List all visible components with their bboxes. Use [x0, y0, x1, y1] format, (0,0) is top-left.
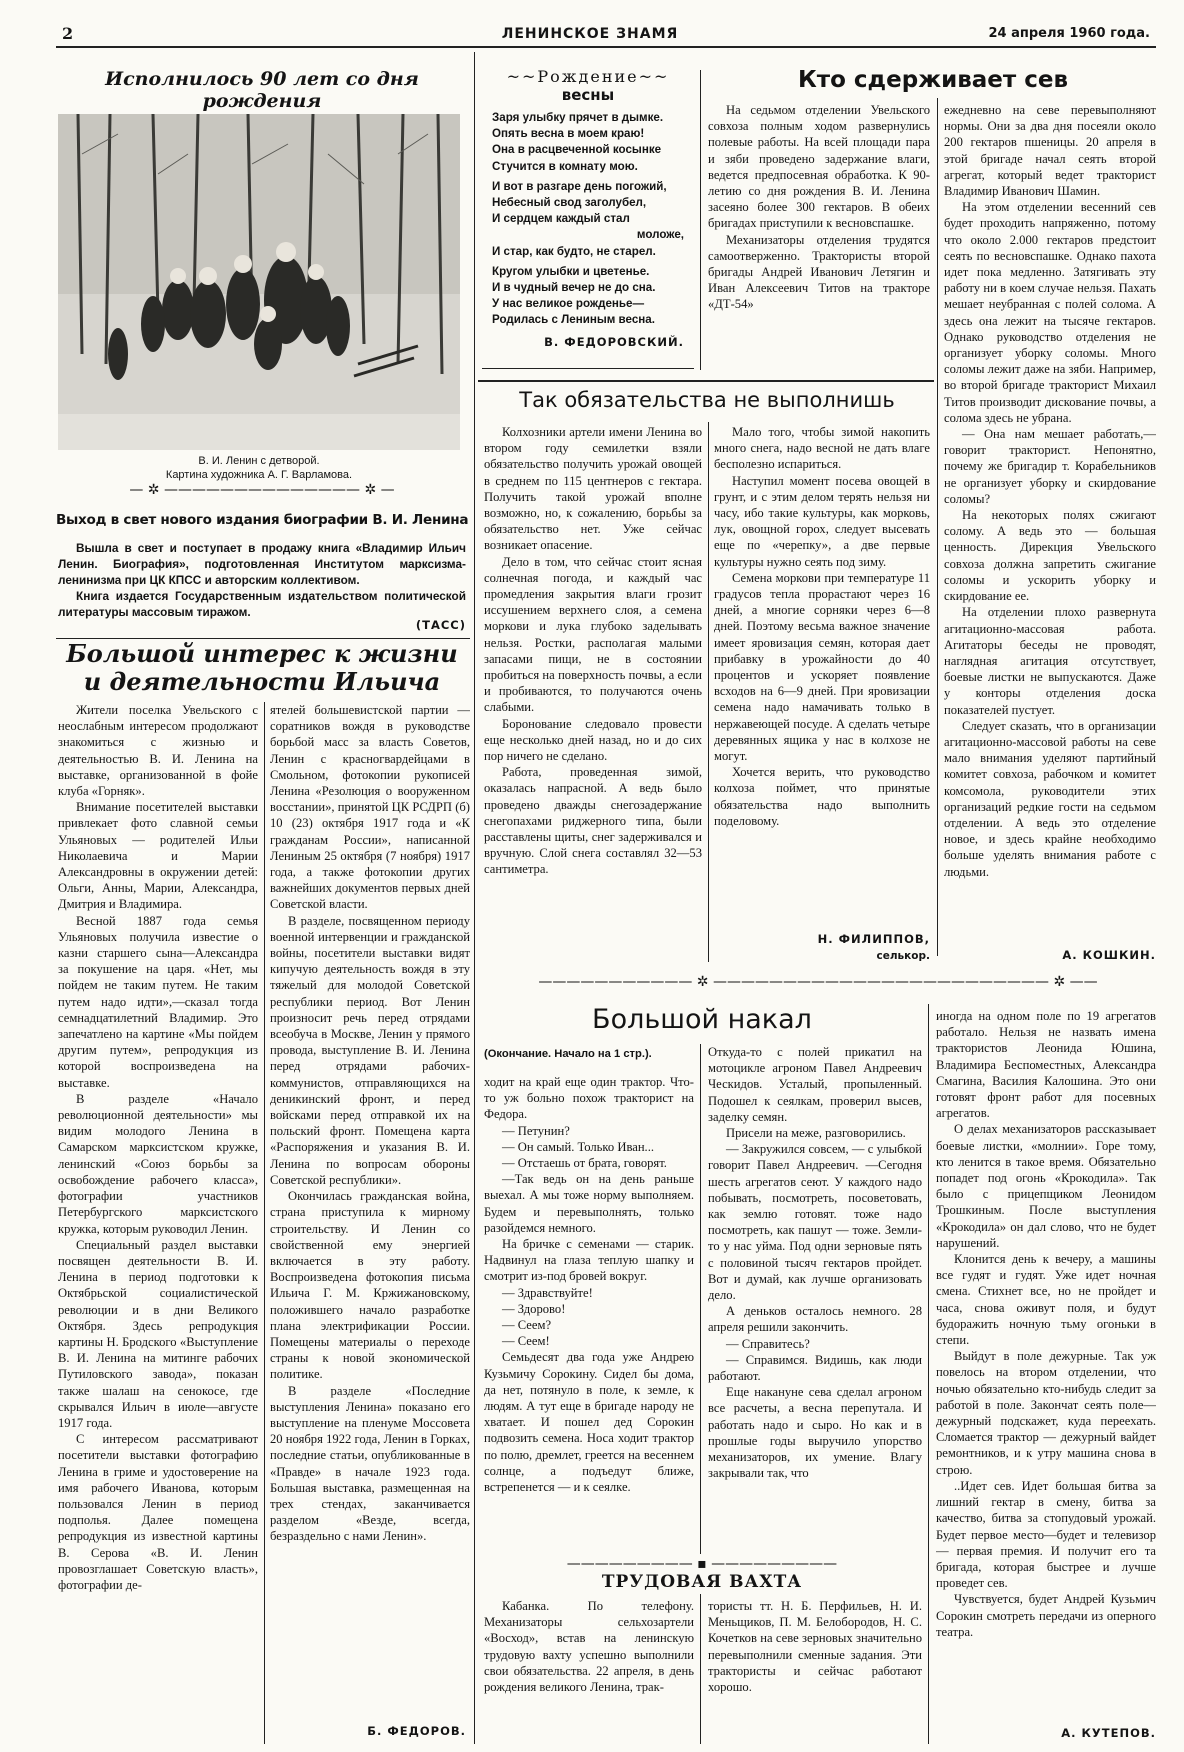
obyaz-col2	[714, 424, 930, 924]
sev-p4: На этом отделении весенний сев будет проходить напряженно, потому что около 2.000 гектаров предстоит сеять по весновспашке. Однако пахота идет пока медленно. Затягивать эту работу ни в коем случае нельзя. Пахать мешает неубранная с полей солома. А здесь она лежит на тысяче гектаров. Однако руководство отделения не организует уборку соломы. Много соломы лежит даже на зяби. Например, во второй бригаде тракторист Михаил Титов производит дискование почвы, а солома здесь не убрана.	[944, 200, 1156, 425]
poem-line: Она в расцвеченной косынке	[492, 143, 662, 157]
nakal-p2: — Петунин?	[502, 1123, 570, 1138]
poem-line: моложе,	[636, 228, 684, 242]
painting-caption-line1: В. И. Ленин с детворой.	[198, 455, 320, 467]
obyaz-p8: Хочется верить, что руководство колхоза поймет, что принятые обязательства надо выполнить поделовому.	[714, 765, 930, 828]
painting-lenin-with-children	[58, 114, 460, 450]
nakal-p21: Клонится день к вечеру, а машины все гудят и гудят. Уже идет ночная смена. Стихнет все, но не пройдет и часа, снова оживут поля, и будут будоражить ночную тьму огоньки в степи.	[936, 1252, 1156, 1348]
interest-p8: В разделе, посвященном периоду военной интервенции и гражданской войны, посетители выставки видят кипучую деятельность вождя в эту тяжелый для молодой Советской республики период. Вот Ленин произносит речь перед отрядами всеобуча в Москве, Ленин у прямого провода, выступление В. И. Ленина перед отрядами рабочих-коммунистов, отправляющихся на деникинский фронт, и перед войсками перед отправкой их на польский фронт. Помещена карта «Распоряжения и указания В. И. Ленина по вопросам обороны Советской республики».	[270, 913, 470, 1187]
interest-p5: Специальный раздел выставки посвящен деятельности В. И. Ленина в период подготовки к Октябрьской социалистической революции и в дни Великого Октября. Здесь репродукция картины Н. Бродского «Выступление В. И. Ленина на митинге рабочих Путиловского завода», показан также шалаш на сенокосе, где скрывался Ильич в июле—августе 1917 года.	[58, 1237, 258, 1430]
poem-line: Заря улыбку прячет в дымке.	[492, 111, 664, 124]
interest-p3: Весной 1887 года семья Ульяновых получила известие о казни старшего сына—Александра за покушение на царя. «Нет, мы пойдем не таким путем. Не таким путем надо идти»,—сказал тогда семнадцатилетний Владимир. Это запечатлено на картине «Мы пойдем другим путем», репродукция из которой воспроизведена на выставке.	[58, 913, 258, 1090]
poem-line: Кругом улыбки и цветенье.	[492, 264, 650, 278]
nakal-p7: — Здравствуйте!	[502, 1285, 593, 1300]
separator-nakal-2	[928, 1004, 929, 1744]
nakal-divider: ——————————— ✲ ———————————————————————— ✲ ——	[538, 974, 1098, 990]
biography-title: Выход в свет нового издания биографии В. И. Ленина	[56, 512, 468, 528]
nakal-p14: — Закружился совсем, — с улыбкой говорит Павел Андреевич. —Сегодня шесть агрегатов сеют. У каждого надо побывать, посмотреть, посоветовать, как землю готовят. тоже надо посмотреть, как пашут — тоже. Земли-то у нас уйма. Под одни зерновые пять с половиной тысяч гектаров пройдет. Вот и думай, как лучше организовать дело.	[708, 1142, 922, 1303]
biography-p2: Книга издается Государственным издательством политической литературы массовым тиражом.	[58, 589, 466, 619]
separator-sev	[937, 98, 938, 956]
poem-line: Опять весна в моем краю!	[492, 127, 645, 141]
painting-caption-line2: Картина художника А. Г. Варламова.	[165, 469, 353, 481]
nakal-p19: иногда на одном поле по 19 агрегатов работало. Нельзя не назвать имена трактористов Леонида Юшина, Владимира Беспоместных, Александра Смагина, Василия Калошина. Это они готовят фронт работ для посевных агрегатов.	[936, 1009, 1156, 1121]
nakal-col3	[936, 1008, 1156, 1722]
sev-p5: — Она нам мешает работать,—говорит тракторист. Непонятно, почему же бригадир т. Корабельников не организует уборку и скирдование соломы?	[944, 427, 1156, 506]
interest-p10: В разделе «Последние выступления Ленина» показано его выступление на пленуме Моссовета 20 ноября 1922 года, Ленин в Горках, последние статьи, опубликованные в «Правде» в начале 1923 года. Большая выставка, размещенная на трех стендах, заканчивается разделом «Везде, всегда, безраздельно с нами Ленин».	[270, 1383, 470, 1544]
interest-title	[56, 640, 468, 696]
painting-image	[58, 114, 460, 450]
nakal-p20: О делах механизаторов рассказывает боевые листки, «молнии». Горе тому, кто ленится в такое время. Обязательно попадет под огонь «Крокодила». Так было с прицепщиком Леонидом Трошкиным. После выступления «Крокодила» он дал слово, что не будет нарушений.	[936, 1122, 1156, 1250]
sev-col1	[708, 102, 930, 374]
nakal-signature: А. КУТЕПОВ.	[1061, 1726, 1156, 1740]
sev-p8: Следует сказать, что в организации агитационно-массовой работы на севе мало внимания уделяют партийный комитет совхоза, рабочком и комитет комсомола, руководители этих организаций редкие гости на седьмом отделении. А ведь это отделение новое, и здесь крайне необходимо больше уделять внимания работе с людьми.	[944, 718, 1156, 879]
separator-poem	[700, 70, 701, 370]
nakal-p4: — Отстаешь от брата, говорят.	[502, 1156, 667, 1171]
nakal-p10: — Сеем!	[502, 1334, 550, 1349]
obyaz-p5: Мало того, чтобы зимой накопить много снега, надо весной не дать влаге бесполезно испариться.	[714, 425, 930, 472]
nakal-p13: Присели на меже, разговорились.	[726, 1126, 906, 1141]
interest-p9: Окончилась гражданская война, страна приступила к мирному строительству. И Ленин со свойственной ему энергией включается в эту работу. Воспроизведена фотокопия письма Ильича Г. М. Кржижановскому, положившего начало разработке плана электрификации России. Помещены материалы о переходе страны к новой экономической политике.	[270, 1189, 470, 1382]
vakhta-p1: Кабанка. По телефону. Механизаторы сельхозартели «Восход», встав на ленинскую трудовую вахту успешно выполнили свои обязательства. 22 апреля, в день рождения великого Ленина, трак-	[484, 1599, 694, 1695]
vakhta-col1	[484, 1598, 694, 1744]
nakal-p11: Семьдесят два года уже Андрею Кузьмичу Сорокину. Сидел бы дома, да нет, потянуло в поле, к земле, к людям. А тут еще в бригаде народу не хватает. И пошел дед Сорокин подвозить семена. Носа ходит трактор по полю, дремлет, греется на весеннем солнце, а подъедут ближе, встрепенется — и к сеялке.	[484, 1350, 694, 1495]
vakhta-p2: тористы тт. Н. Б. Перфильев, Н. И. Меньщиков, П. М. Белобородов, Н. С. Кочетков на севе зерновых значительно перевыполнили сменные задания. Эти трактористы и сейчас работают хорошо.	[708, 1599, 922, 1695]
poem-title-word1: Рождение	[537, 68, 639, 86]
obyaz-p3: Боронование следовало провести еще несколько дней назад, но и до сих пор ничего не сделано.	[484, 716, 702, 764]
poem-box	[482, 68, 694, 369]
nakal-p1: ходит на край еще один трактор. Что-то уж больно похож тракторист на Федора.	[484, 1075, 694, 1122]
interest-p4: В разделе «Начало революционной деятельности» мы видим молодого Ленина в Самарском марксистском кружке, ленинский «Союз борьбы за освобождение рабочего класса», фотографии участников Петербургского марксистского кружка, которым руководил Ленин.	[58, 1091, 258, 1236]
poem-title	[482, 68, 694, 104]
obyaz-rule	[478, 380, 934, 382]
biography-rule	[56, 638, 470, 639]
poem-author: В. ФЕДОРОВСКИЙ.	[544, 334, 684, 349]
obyaz-p7: Семена моркови при температуре 11 градусов тепла прорастают через 16 дней, а многие сорняки через 6—8 дней. Поэтому весьма важное значение имеет яровизация семян, которая дает прибавку в урожайности до 40 процентов и ускоряет появление всходов на 6—9 дней. При яровизации семена надо намачивать только в нержавеющей посуде. А сделать четыре деревянных ящика у нас в колхозе не могут.	[714, 570, 930, 764]
lenin90-title-line1: Исполнилось 90 лет со дня рождения	[105, 68, 419, 112]
nakal-p9: — Сеем?	[502, 1318, 552, 1333]
obyaz-title: Так обязательства не выполнишь	[519, 388, 895, 412]
sev-p2: Механизаторы отделения трудятся самоотверженно. Трактористы второй бригады Андрей Иванович Летягин и Иван Алексеевич Титов на тракторе «ДТ-54»	[708, 232, 930, 312]
separator-vakhta	[700, 1594, 701, 1744]
nakal-p24: Чувствуется, будет Андрей Кузьмич Сорокин смотреть передачи из оперного театра.	[936, 1592, 1156, 1639]
issue-date: 24 апреля 1960 года.	[988, 26, 1150, 41]
poem-line: И стар, как будто, не старел.	[492, 244, 656, 258]
nakal-p17: — Справимся. Видишь, как люди работают.	[708, 1352, 922, 1384]
biography-text	[58, 540, 466, 620]
painting-caption	[58, 454, 460, 482]
poem-line: У нас великое рожденье—	[492, 297, 645, 311]
nakal-p15: А деньков осталось немного. 28 апреля решили закончить.	[708, 1304, 922, 1335]
page-number: 2	[62, 24, 74, 43]
poem-line: Стучится в комнату мою.	[492, 159, 638, 173]
interest-p6: С интересом рассматривают посетители выставки фотографию Ленина в гриме и удостоверение на имя рабочего Иванова, которым пользовался Ленин в период подполья. Далее помещена репродукция из известной картины В. Серова «В. И. Ленин провозглашает Советскую власть», фотографии де-	[58, 1432, 258, 1592]
header-rule	[56, 46, 1156, 48]
interest-signature: Б. ФЕДОРОВ.	[367, 1724, 466, 1738]
poem-line: Родилась с Лениным весна.	[492, 313, 655, 327]
vakhta-divider: ————————— ▪ —————————	[566, 1556, 838, 1572]
interest-col1	[58, 702, 258, 1742]
obyaz-signature: Н. ФИЛИППОВ,	[817, 932, 930, 946]
separator-nakal-1	[700, 1044, 701, 1554]
nakal-p3: — Он самый. Только Иван...	[502, 1139, 655, 1154]
nakal-p18: Еще накануне сева сделал агроном все расчеты, а весна перепутала. И работать надо и сыро. Но как и в прошлые годы выручило упорство механизаторов, их умение. Влагу закрывали так, что	[708, 1385, 922, 1481]
biography-source: (ТАСС)	[415, 618, 466, 632]
interest-col2	[270, 702, 470, 1718]
obyaz-p4: Работа, проведенная зимой, оказалась напрасной. А ведь было проведено дважды снегозадержание снегопахами риджерного типа, были расставлены щиты, снег задерживался и вручную. Слой снега составлял 32—53 сантиметра.	[484, 765, 702, 877]
poem-title-line2: весны	[561, 86, 615, 104]
sev-p3: ежедневно на севе перевыполняют нормы. Они за два дня посеяли около 200 гектаров пшеницы. 20 апреля в этой бригаде начал сеять второй агрегат, который ведет тракторист Владимир Иванович Шамин.	[944, 103, 1156, 199]
interest-title-line2: и деятельности Ильича	[83, 667, 441, 696]
sev-signature: А. КОШКИН.	[1062, 948, 1156, 962]
poem-lines	[492, 110, 694, 329]
vakhta-col2	[708, 1598, 922, 1744]
obyaz-role: селькор.	[876, 950, 930, 962]
obyaz-p1: Колхозники артели имени Ленина во втором году семилетки взяли обязательство получить урожай овощей в среднем по 115 центнеров с гектара. Получить такой урожай вполне возможно, но, к сожалению, борьбы за обязательство нет. Уже сейчас возникает опасение.	[484, 425, 702, 553]
sev-p6: На некоторых полях сжигают солому. А ведь это — большая ценность. Дирекция Увельского совхоза должна запретить сжигание соломы и ускорить уборку и скирдование ее.	[944, 508, 1156, 604]
poem-line: И в чудный вечер не до сна.	[492, 281, 656, 295]
sev-title: Кто сдерживает сев	[797, 67, 1068, 93]
obyaz-col1	[484, 424, 702, 968]
separator-obyaz	[708, 422, 709, 962]
nakal-col2	[708, 1044, 922, 1554]
obyaz-p2: Дело в том, что сейчас стоит ясная солнечная погода, и каждый час промедления закрытия влаги грозит иссушением верхнего слоя, а семена моркови и лука глубоко заделывать нельзя. Ростки, располагая малыми запасами пищи, не в состоянии пробиться на поверхность почвы, а если и пробиваются, то получаются очень слабыми.	[484, 554, 702, 715]
nakal-p16: — Справитесь?	[726, 1336, 810, 1351]
poem-line: И вот в разгаре день погожий,	[492, 179, 667, 193]
nakal-p12: Откуда-то с полей прикатил на мотоцикле агроном Павел Андреевич Ческидов. Усталый, пропыленный. Подошел к сеялкам, проверил высев, заделку семян.	[708, 1045, 922, 1124]
poem-line: Небесный свод заголубел,	[492, 196, 647, 210]
nakal-p5: —Так ведь он на день раньше выехал. А мы тоже норму выполняем. Будем и перевыполнять, только разойдемся немного.	[484, 1172, 694, 1235]
interest-p1: Жители поселка Увельского с неослабным интересом продолжают знакомиться с жизнью и деятельностью В. И. Ленина на выставке, организованной в фойе клуба «Горняк».	[58, 703, 258, 799]
nakal-p8: — Здорово!	[502, 1301, 566, 1316]
divider-star: — ✲ —————————————— ✲ —	[129, 482, 395, 498]
newspaper-name: ЛЕНИНСКОЕ ЗНАМЯ	[501, 26, 679, 42]
separator-main	[474, 52, 475, 1744]
sev-col2	[944, 102, 1156, 946]
biography-p1: Вышла в свет и поступает в продажу книга «Владимир Ильич Ленин. Биография», подготовленная Институтом марксизма-ленинизма при ЦК КПСС и авторским коллективом.	[58, 541, 466, 587]
nakal-p22: Выйдут в поле дежурные. Так уж повелось на втором отделении, что ночью обязательно кто-нибудь следит за работой в поле. Закончат сеять поле—дежурный подскажет, куда переехать. Сломается трактор — дежурный вайдет ремонтников, и к утру машина снова в строю.	[936, 1349, 1156, 1477]
poem-line: И сердцем каждый стал	[492, 212, 630, 226]
nakal-p6: На бричке с семенами — старик. Надвинул на глаза теплую шапку и смотрит из-под бровей вокруг.	[484, 1237, 694, 1284]
nakal-col1	[484, 1074, 694, 1554]
sev-p1: На седьмом отделении Увельского совхоза полным ходом развернулись полевые работы. На всей площади пара и зяби проведено задержание влаги, ведется предпосевная обработка. К 90-летию со дня рождения В. И. Ленина засеяно более 300 гектаров. В обеих бригадах приступили к весновспашке.	[708, 103, 930, 231]
poem-title-line1: ~~Рождение~~	[506, 68, 670, 86]
interest-title-line1: Большой интерес к жизни	[66, 640, 458, 668]
separator-ab	[264, 702, 265, 1744]
nakal-title: Большой накал	[592, 1004, 812, 1035]
sev-p7: На отделении плохо развернута агитационно-массовая работа. Агитаторы беседы не проводят, наглядная агитация отсутствует, боевые листки не выпускаются. Даже у конторы отделения доска показателей пустует.	[944, 605, 1156, 717]
interest-p2: Внимание посетителей выставки привлекает фото славной семьи Ульяновых — родителей Ильи Николаевича и Марии Александровны в окружении детей: Ольги, Анны, Марии, Александра, Дмитрия и Владимира.	[58, 800, 258, 912]
interest-p7: ятелей большевистской партии —соратников вождя в руководстве борьбой масс за власть Советов, Ленин с красногвардейцами в Смольном, фотокопии рукописей Ленина «Резолюция о вооруженном восстании», принятой ЦК РСДРП (б) 10 (23) октября 1917 года и «К гражданам России», написанной Лениным 25 октября (7 ноября) 1917 года, а также фотокопии других важнейших документов первых дней Советской власти.	[270, 703, 470, 912]
nakal-continuation: (Окончание. Начало на 1 стр.).	[484, 1048, 652, 1060]
obyaz-p6: Наступил момент посева овощей в грунт, и с этим делом терять нельзя ни часу, ибо такие культуры, как морковь, лук, овощной горох, следует высевать еще по «черепку», а две первые культуры нужно сеять под зиму.	[714, 473, 930, 569]
vakhta-title: ТРУДОВАЯ ВАХТА	[601, 1572, 803, 1592]
nakal-p23: ..Идет сев. Идет большая битва за лишний гектар в смену, битва за качество, битва за стопудовый урожай. Будет первое место—будет и телевизор — первая премия. И получит его та бригада, которая быстрее и лучше проведет сев.	[936, 1478, 1156, 1591]
